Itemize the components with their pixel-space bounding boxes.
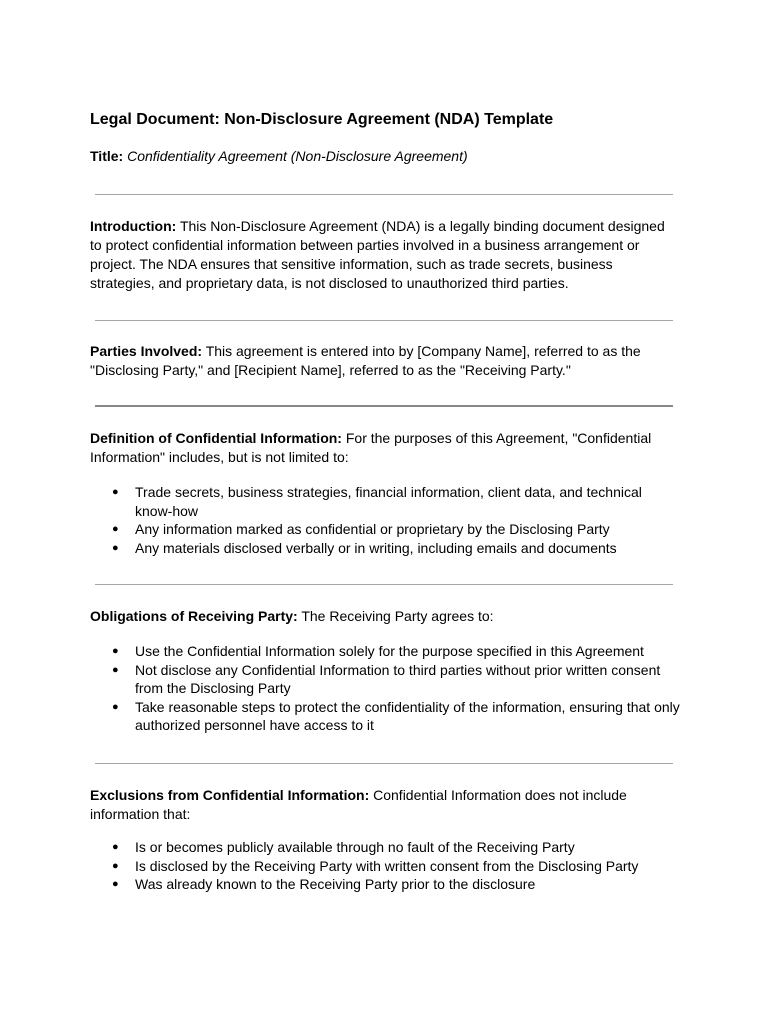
introduction-text: This Non-Disclosure Agreement (NDA) is a legally binding document designed to protect confidential information between parties involved in a business arrangement or project. The NDA ensures that sensitive information, such as trade secrets, business strategies, and proprietary data, is not disclosed to unauthorized third parties. [90,218,665,291]
bullet-icon: ● [112,541,119,554]
title-label: Title: [90,148,124,164]
divider [95,320,673,321]
list-item: ● Use the Confidential Information solely for the purpose specified in this Agreement [112,643,644,659]
parties-section [90,342,680,380]
parties-text: This agreement is entered into by [Company Name], referred to as the "Disclosing Party," and [Recipient Name], referred to as the "Receiving Party." [90,343,641,378]
definition-label: Definition of Confidential Information: [90,430,342,446]
divider [95,405,673,407]
obligations-section [90,607,680,626]
obligations-label: Obligations of Receiving Party: [90,608,298,624]
list-item: ● Trade secrets, business strategies, financial information, client data, and technical know-how [112,484,642,519]
definition-list [90,483,680,557]
divider [95,584,673,585]
exclusions-text: Confidential Information does not include information that: [90,787,627,822]
bullet-icon: ● [112,878,119,890]
definition-text: For the purposes of this Agreement, "Confidential Information" includes, but is not limited to: [90,430,652,465]
bullet-icon: ● [112,859,119,872]
divider [95,763,673,764]
list-item: ● Any materials disclosed verbally or in writing, including emails and documents [112,539,617,556]
obligations-list [90,642,680,735]
bullet-icon: ● [112,700,119,713]
exclusions-section [90,786,680,824]
title-value: Confidentiality Agreement (Non-Disclosure Agreement) [127,148,468,164]
list-item: ● Is disclosed by the Receiving Party with written consent from the Disclosing Party [112,857,639,874]
introduction-section [90,217,680,293]
document-subtitle [90,147,468,166]
list-item: ● Is or becomes publicly available through no fault of the Receiving Party [112,839,575,855]
document-heading: Legal Document: Non-Disclosure Agreement (NDA) Template [90,111,554,128]
exclusions-list [90,838,680,894]
list-item: ● Take reasonable steps to protect the confidentiality of the information, ensuring that only authorized personnel have access to it [112,698,680,733]
bullet-icon: ● [112,523,119,535]
parties-label: Parties Involved: [90,343,203,359]
bullet-icon: ● [112,486,119,498]
exclusions-label: Exclusions from Confidential Information: [90,787,370,803]
obligations-text: The Receiving Party agrees to: [301,608,494,624]
bullet-icon: ● [112,841,119,853]
list-item: ● Any information marked as confidential or proprietary by the Disclosing Party [112,521,610,537]
bullet-icon: ● [112,663,119,676]
bullet-icon: ● [112,645,119,657]
introduction-label: Introduction: [90,218,177,234]
list-item: ● Not disclose any Confidential Information to third parties without prior written consent from the Disclosing Party [112,661,661,696]
definition-section [90,429,680,467]
list-item: ● Was already known to the Receiving Party prior to the disclosure [112,876,536,892]
divider [95,194,673,195]
